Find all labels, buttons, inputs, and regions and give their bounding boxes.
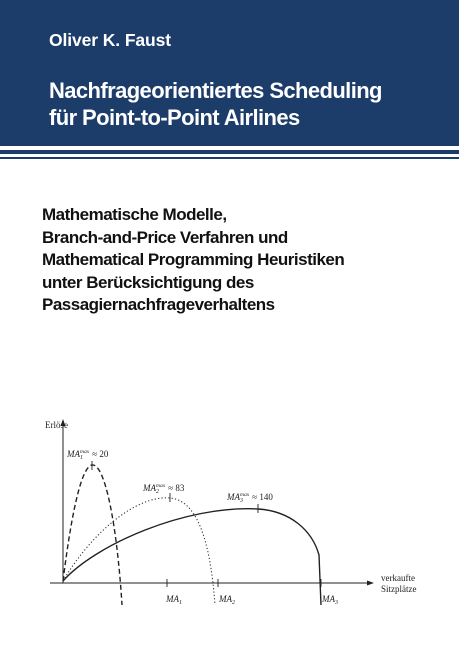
header-stripe-2: [0, 157, 459, 159]
x-axis-label-line-2: Sitzplätze: [381, 584, 417, 594]
book-subtitle: [42, 204, 344, 317]
peak-label-ma2: $MA_2\max \approx 83$: [143, 483, 185, 495]
subtitle-line-5: Passagiernachfrageverhaltens: [42, 295, 275, 315]
x-axis-label-line-1: verkaufte: [381, 573, 415, 583]
y-axis-label: Erlöse: [45, 420, 68, 430]
x-tick-label-ma3: $MA_3$: [322, 594, 338, 606]
title-line-1: Nachfrageorientiertes Scheduling: [49, 78, 382, 103]
peak-label-ma1: $MA_1\max \approx 20$: [67, 449, 109, 461]
subtitle-line-1: Mathematische Modelle,: [42, 205, 227, 224]
book-title: [49, 77, 382, 131]
curve-ma2: [63, 498, 215, 605]
x-tick-label-ma2: $MA_2$: [219, 594, 235, 606]
title-line-2: für Point-to-Point Airlines: [49, 105, 300, 130]
header-stripe-1: [0, 150, 459, 154]
author-name: Oliver K. Faust: [49, 30, 172, 50]
curve-ma1: [63, 465, 122, 605]
peak-label-ma3: $MA_3\max \approx 140$: [227, 492, 273, 504]
subtitle-line-4: unter Berücksichtigung des: [42, 272, 254, 292]
revenue-curves-figure: [0, 405, 459, 615]
x-axis-arrow: [367, 581, 374, 586]
subtitle-line-2: Branch-and-Price Verfahren und: [42, 227, 288, 247]
curve-ma3: [63, 509, 321, 605]
subtitle-line-3: Mathematical Programming Heuristiken: [42, 250, 345, 270]
x-tick-label-ma1: $MA_1$: [166, 594, 182, 606]
